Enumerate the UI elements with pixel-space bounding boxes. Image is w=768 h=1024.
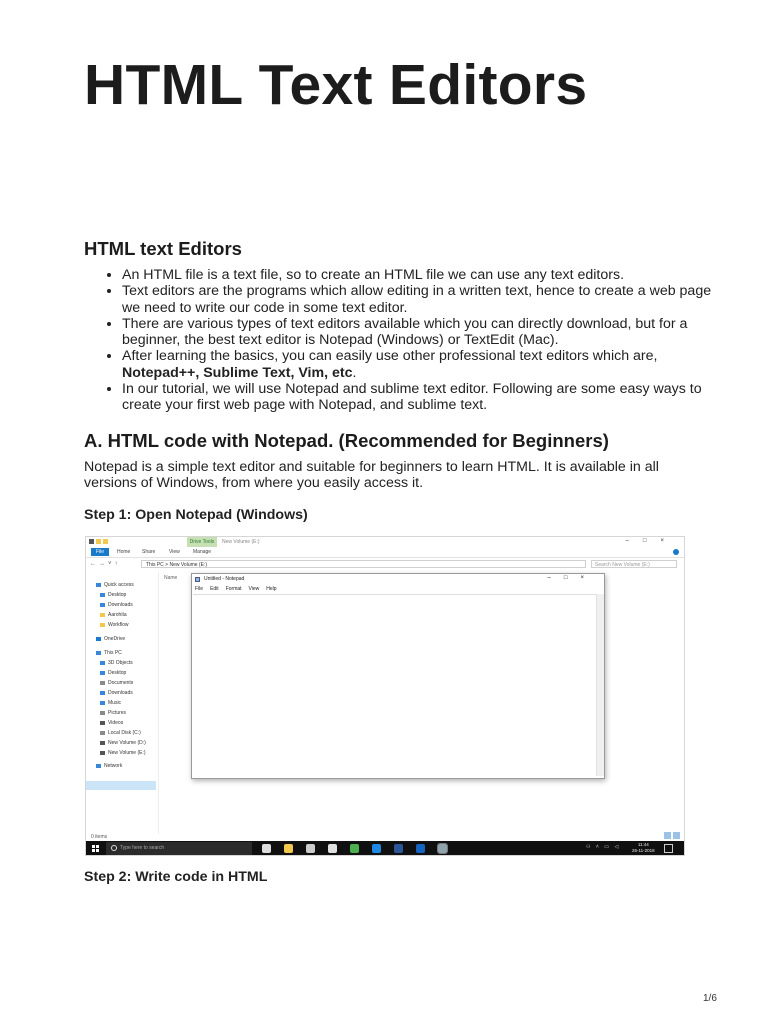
folder-icon (103, 539, 108, 544)
nav-item-label: Music (108, 700, 122, 706)
task-view-icon (262, 844, 271, 853)
address-row (86, 558, 684, 570)
nav-item-label: Documents (108, 680, 134, 686)
page-number: 1/6 (703, 993, 717, 1004)
nav-item-label: OneDrive (104, 636, 126, 642)
volume-icon: ◁ (614, 844, 621, 850)
nav-item-label: Pictures (108, 710, 127, 716)
menu-view: View (248, 586, 260, 592)
list-item: • There are various types of text editors available which you can directly download, but for a beginner, the best text editor is Notepad (Windows) or TextEdit (Mac). (122, 316, 732, 349)
maximize-icon: □ (642, 538, 661, 544)
step-2-label: Step 2: Write code in HTML (84, 869, 268, 885)
nav-item-documents (100, 679, 133, 687)
nav-item-workflow (100, 621, 128, 629)
list-item: • In our tutorial, we will use Notepad and sublime text editor. Following are some easy ways to create your first web page with Notepad, and sublime text. (122, 381, 732, 414)
network-tray-icon: ▭ (604, 844, 611, 850)
taskbar-clock (632, 842, 655, 854)
nav-item-label: Downloads (108, 602, 133, 608)
nav-item-label: Desktop (108, 670, 127, 676)
list-item-text-end: . (352, 364, 357, 381)
drive-tools-tab: Drive Tools (187, 537, 217, 547)
page-title: HTML Text Editors (84, 53, 588, 117)
action-center-icon (664, 844, 673, 853)
music-icon (100, 701, 105, 705)
nav-item-quick-access (96, 581, 134, 589)
list-item-bold-text: Notepad++, Sublime Text, Vim, etc (122, 364, 353, 381)
windows-taskbar (86, 841, 684, 856)
list-item: • Text editors are the programs which allow editing in a written text, hence to create a web page we need to write our code in some text editor. (122, 283, 732, 316)
up-arrow-icon: ↑ (114, 561, 121, 567)
document-icon (100, 681, 105, 685)
desktop-icon (100, 671, 105, 675)
ribbon-tab-view: View (169, 549, 180, 555)
menu-file: File (195, 586, 204, 592)
explorer-titlebar (86, 537, 684, 547)
clock-time: 11:44 (637, 842, 649, 847)
nav-item-label: 3D Objects (108, 660, 133, 666)
column-header-name: Name (164, 575, 178, 581)
menu-help: Help (266, 586, 277, 592)
minimize-icon: – (547, 575, 564, 581)
store-icon (328, 844, 337, 853)
video-icon (100, 721, 105, 725)
taskbar-search: Type here to search (106, 842, 252, 855)
nav-item-videos (100, 719, 123, 727)
help-icon (673, 549, 679, 555)
close-icon: × (580, 575, 597, 581)
view-toggle (662, 832, 680, 839)
section-heading-notepad: A. HTML code with Notepad. (Recommended for Beginners) (84, 430, 609, 451)
desktop-icon (100, 593, 105, 597)
list-item: • An HTML file is a text file, so to create an HTML file we can use any text editors. (122, 267, 732, 283)
nav-item-label: Network (104, 763, 123, 769)
bullet-list (84, 267, 732, 414)
folder-icon (100, 623, 105, 627)
section-heading-text-editors: HTML text Editors (84, 238, 242, 259)
folder-icon (96, 539, 101, 544)
drive-icon (100, 741, 105, 745)
address-bar: This PC > New Volume (E:) (141, 560, 586, 568)
notepad-window (191, 573, 605, 779)
notepad-text-area (193, 594, 596, 777)
notepad-icon (195, 577, 200, 582)
nav-item-downloads (100, 601, 133, 609)
window-controls (626, 538, 678, 544)
folder-icon (100, 613, 105, 617)
menu-edit: Edit (210, 586, 219, 592)
notepad-icon (438, 844, 447, 853)
explorer-search-box: Search New Volume (E:) (591, 560, 677, 568)
quick-access-toolbar (89, 539, 123, 545)
mail-icon (306, 844, 315, 853)
windows-start-icon (92, 845, 99, 852)
word-icon (394, 844, 403, 853)
notepad-paragraph: Notepad is a simple text editor and suitable for beginners to learn HTML. It is available in all versions of Windows, from where you easily access it. (84, 459, 659, 492)
chevron-up-icon: ˄ (595, 844, 601, 850)
nav-item-label: Videos (108, 720, 124, 726)
nav-item-desktop (100, 669, 126, 677)
download-icon (100, 691, 105, 695)
picture-icon (100, 711, 105, 715)
menu-format: Format (225, 586, 242, 592)
network-icon (96, 764, 101, 768)
step-1-label: Step 1: Open Notepad (Windows) (84, 507, 308, 523)
nav-item-label: New Volume (E:) (108, 750, 146, 756)
nav-item-local-disk-c (100, 729, 141, 737)
status-item-count: 0 items (91, 834, 108, 840)
chrome-icon (350, 844, 359, 853)
nav-item-new-volume-d (100, 739, 146, 747)
system-tray (586, 844, 620, 850)
recent-chevron-icon: ˅ (108, 561, 115, 567)
nav-item-label: Aarohita (108, 612, 127, 618)
nav-item-label: Local Disk (C:) (108, 730, 141, 736)
forward-arrow-icon: → (99, 561, 108, 567)
list-item-text: After learning the basics, you can easily use other professional text editors which are, (122, 348, 658, 365)
minimize-icon: – (625, 538, 643, 544)
nav-item-label: Quick access (104, 582, 134, 588)
nav-item-this-pc (96, 649, 122, 657)
nav-item-label: Desktop (108, 592, 127, 598)
notepad-scrollbar (596, 594, 604, 776)
nav-item-onedrive (96, 635, 125, 643)
notepad-menu-bar (195, 586, 284, 592)
list-item (122, 348, 732, 381)
nav-arrows (90, 561, 121, 567)
maximize-icon: □ (563, 575, 581, 581)
edge-icon (372, 844, 381, 853)
nav-item-3d-objects (100, 659, 133, 667)
cortana-icon (111, 845, 117, 851)
nav-item-label: This PC (104, 650, 122, 656)
nav-item-pictures (100, 709, 126, 717)
star-icon (96, 583, 101, 587)
nav-item-label: Downloads (108, 690, 133, 696)
nav-item-network (96, 762, 122, 770)
drive-icon (100, 731, 105, 735)
cube-icon (100, 661, 105, 665)
notepad-screenshot (85, 536, 685, 856)
nav-item-downloads (100, 689, 133, 697)
cloud-icon (96, 637, 101, 641)
nav-item-new-volume-e (100, 749, 146, 757)
details-view-icon (664, 832, 671, 839)
save-icon (89, 539, 94, 544)
ribbon-tab-file: File (91, 548, 109, 556)
ribbon-tab-share: Share (142, 549, 156, 555)
notepad-title: Untitled - Notepad (204, 576, 245, 582)
download-icon (100, 603, 105, 607)
ribbon-tab-manage: Manage (193, 549, 212, 555)
nav-item-label: New Volume (D:) (108, 740, 146, 746)
people-icon: ⚇ (586, 844, 593, 850)
ribbon-tab-home: Home (117, 549, 131, 555)
close-icon: × (660, 538, 678, 544)
drive-icon (100, 751, 105, 755)
nav-selection-highlight (86, 781, 156, 790)
back-arrow-icon: ← (90, 561, 99, 567)
nav-item-music (100, 699, 121, 707)
clock-date: 26-11-2018 (632, 848, 655, 853)
explorer-window-title: New Volume (E:) (222, 539, 260, 545)
nav-item-label: Workflow (108, 622, 129, 628)
nav-item-aarohita (100, 611, 127, 619)
navigation-pane (86, 572, 159, 834)
nav-item-desktop (100, 591, 126, 599)
notepad-window-controls (548, 575, 597, 581)
file-explorer-icon (284, 844, 293, 853)
computer-icon (96, 651, 101, 655)
tiles-view-icon (673, 832, 680, 839)
vscode-icon (416, 844, 425, 853)
